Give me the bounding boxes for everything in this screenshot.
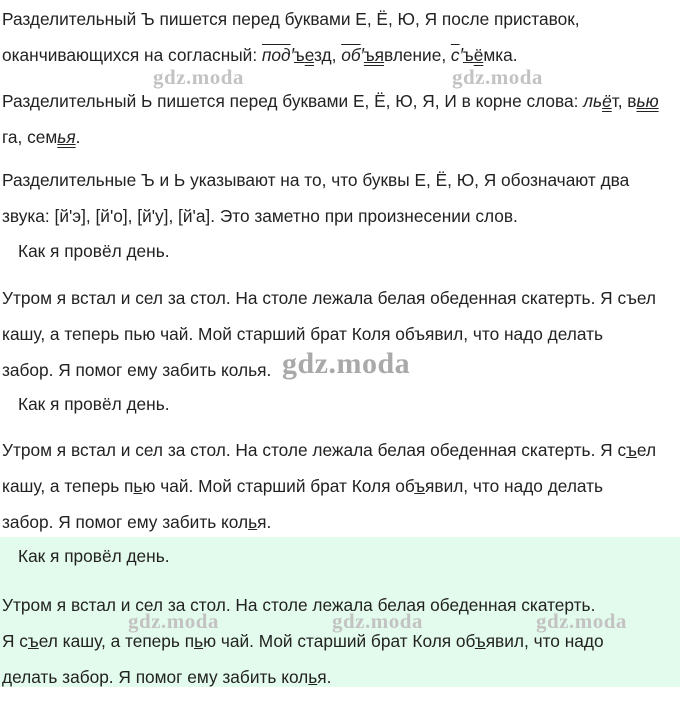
watermark: gdz.moda [153, 65, 244, 89]
rule-sounds-paragraph [2, 162, 678, 234]
story-2-text [2, 432, 678, 540]
rule-soft-sign-line-1: Разделительный Ь пишется перед буквами Е, Ё, Ю, Я, И в корне слова: льёт, вью [2, 91, 659, 111]
prefix-ob: об [341, 45, 361, 65]
story-1-line-2: кашу, а теперь пью чай. Мой старший брат Коля объявил, что надо делать [2, 324, 604, 344]
story-2-line-1: Утром я встал и сел за стол. На столе лежала белая обеденная скатерть. Я съел [2, 440, 657, 460]
prefix-s: с [450, 45, 460, 65]
story-1-title: Как я провёл день. [18, 241, 170, 261]
watermark: gdz.moda [536, 609, 627, 633]
rule-soft-sign-line-2: га, семья. [2, 127, 81, 147]
watermark: gdz.moda [128, 609, 219, 633]
story-3-line-2: Я съел кашу, а теперь пью чай. Мой старший брат Коля объявил, что надо [2, 631, 604, 651]
rule-hard-sign-line-1: Разделительный Ъ пишется перед буквами Е, Ё, Ю, Я после приставок, [2, 9, 580, 29]
rule-sounds-line-2: звука: [й'э], [й'о], [й'у], [й'а]. Это заметно при произнесении слов. [2, 206, 518, 226]
story-3-line-3: делать забор. Я помог ему забить колья. [2, 667, 332, 687]
story-3-text [2, 587, 678, 695]
story-3-title: Как я провёл день. [18, 546, 170, 566]
prefix-pod: под [261, 45, 291, 65]
rule-hard-sign-paragraph [2, 1, 678, 73]
watermark: gdz.moda [282, 347, 411, 380]
rule-hard-sign-line-2: оканчивающихся на согласный: подꞌъезд, обꞌъявление, сꞌъёмка. [2, 45, 518, 65]
rule-soft-sign-paragraph [2, 83, 678, 155]
story-1-line-3: забор. Я помог ему забить колья. [2, 360, 272, 380]
watermark: gdz.moda [332, 609, 423, 633]
story-2-line-3: забор. Я помог ему забить колья. [2, 512, 272, 532]
story-2-title: Как я провёл день. [18, 394, 170, 414]
story-2-line-2: кашу, а теперь пью чай. Мой старший брат Коля объявил, что надо делать [2, 476, 604, 496]
watermark: gdz.moda [452, 65, 543, 89]
story-1-line-1: Утром я встал и сел за стол. На столе лежала белая обеденная скатерть. Я съел [2, 288, 657, 308]
rule-sounds-line-1: Разделительные Ъ и Ь указывают на то, что буквы Е, Ё, Ю, Я обозначают два [2, 170, 630, 190]
story-3-line-1: Утром я встал и сел за стол. На столе лежала белая обеденная скатерть. [2, 595, 596, 615]
